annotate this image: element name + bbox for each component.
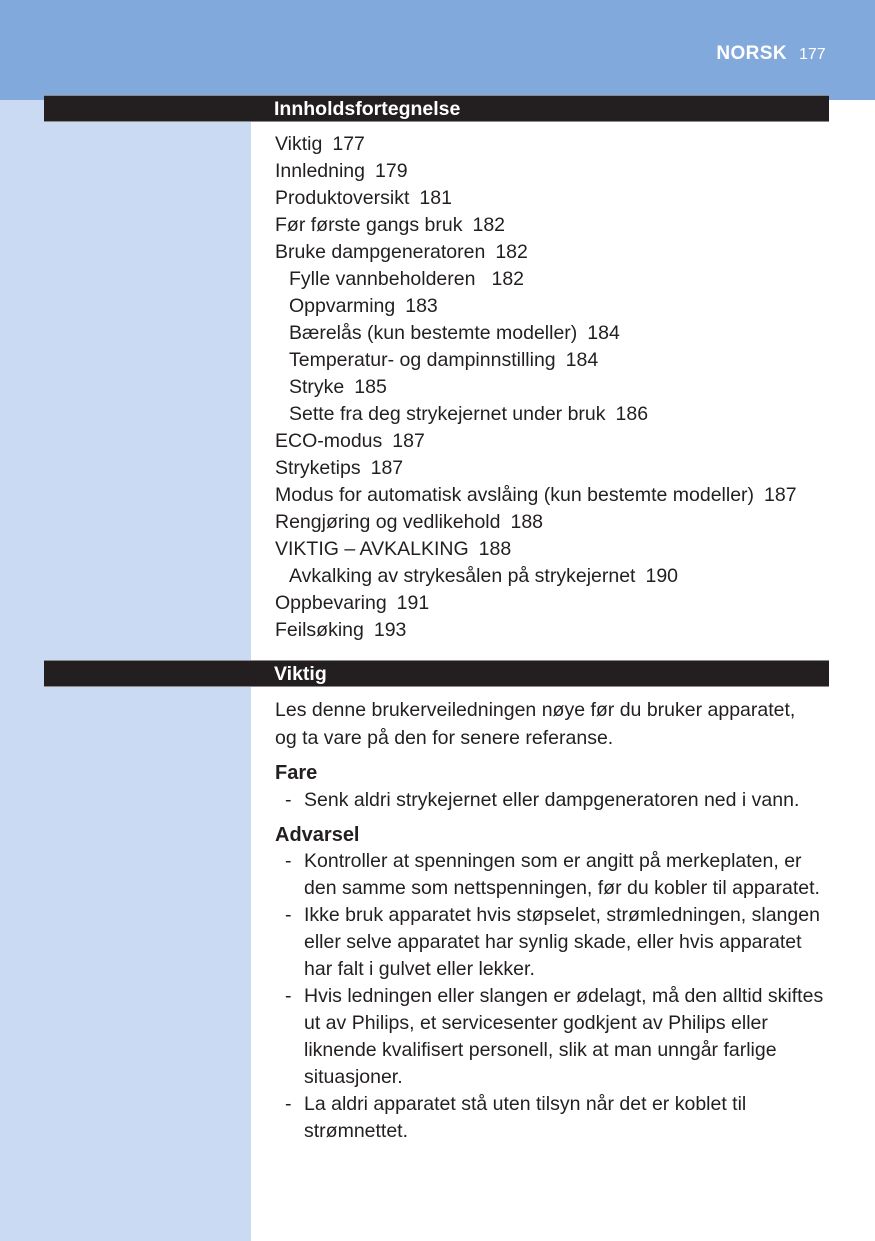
list-item-text: Senk aldri strykejernet eller dampgeneratoren ned i vann. [304, 789, 800, 811]
toc-entry-page: 190 [645, 565, 679, 587]
toc-entry[interactable] [275, 428, 835, 455]
toc-entry-label: Stryketips [275, 457, 361, 479]
toc-entry[interactable] [275, 185, 835, 212]
warning-list [275, 848, 835, 1145]
list-item [275, 902, 835, 983]
list-item-text: Ikke bruk apparatet hvis støpselet, strømledningen, slangen eller selve apparatet har synlig skade, eller hvis apparatet har falt i gulvet eller lekker. [304, 904, 820, 980]
toc-entry[interactable] [275, 212, 835, 239]
intro-paragraph [275, 696, 830, 752]
list-item-text: Kontroller at spenningen som er angitt på merkeplaten, er den samme som nettspenningen, før du kobler til apparatet. [304, 850, 820, 899]
toc-subentry[interactable] [275, 266, 835, 293]
toc-entry-page: 184 [587, 322, 620, 344]
toc-entry-page: 186 [615, 403, 649, 425]
list-item-text: La aldri apparatet stå uten tilsyn når det er koblet til strømnettet. [304, 1093, 747, 1142]
toc-entry[interactable] [275, 509, 835, 536]
toc-subentry[interactable] [275, 293, 835, 320]
toc-entry-page: 183 [405, 295, 438, 317]
toc-entry-label: Sette fra deg strykejernet under bruk [289, 403, 606, 425]
table-of-contents [275, 131, 835, 644]
dash-bullet: - [285, 1093, 292, 1115]
toc-entry-label: Feilsøking [275, 619, 364, 641]
toc-entry-page: 184 [565, 349, 599, 371]
toc-section-bar [44, 95, 829, 122]
toc-entry-page: 182 [472, 214, 506, 236]
danger-heading: Fare [275, 762, 318, 784]
intro-line: Les denne brukerveiledningen nøye før du bruker apparatet, [275, 699, 796, 721]
toc-subentry[interactable] [275, 347, 835, 374]
warning-heading: Advarsel [275, 824, 360, 846]
toc-entry[interactable] [275, 482, 835, 509]
dash-bullet: - [285, 789, 292, 811]
intro-line: og ta vare på den for senere referanse. [275, 727, 614, 749]
list-item [275, 848, 835, 902]
toc-entry-label: Bruke dampgeneratoren [275, 241, 486, 263]
toc-entry-label: VIKTIG – AVKALKING [275, 538, 469, 560]
toc-entry-page: 188 [510, 511, 544, 533]
toc-entry-label: Stryke [289, 376, 345, 398]
toc-entry-label: Viktig [275, 133, 323, 155]
toc-entry[interactable] [275, 158, 835, 185]
toc-entry[interactable] [275, 617, 835, 644]
toc-entry-page: 179 [375, 160, 408, 182]
important-section-bar [44, 660, 829, 687]
dash-bullet: - [285, 850, 292, 872]
toc-entry-label: Produktoversikt [275, 187, 410, 209]
toc-entry-page: 182 [491, 268, 525, 290]
toc-entry-label: Avkalking av strykesålen på strykejernet [289, 565, 636, 587]
toc-entry-label: Modus for automatisk avslåing (kun bestemte modeller) [275, 484, 755, 506]
toc-subentry[interactable] [275, 563, 835, 590]
toc-entry[interactable] [275, 590, 835, 617]
danger-list [275, 787, 835, 814]
toc-entry-label: Rengjøring og vedlikehold [275, 511, 501, 533]
toc-subentry[interactable] [275, 401, 835, 428]
toc-entry-label: Før første gangs bruk [275, 214, 463, 236]
toc-entry-label: Fylle vannbeholderen [289, 268, 476, 290]
toc-entry[interactable] [275, 131, 835, 158]
list-item [275, 1091, 835, 1145]
toc-subentry[interactable] [275, 320, 835, 347]
page-number: 177 [799, 46, 826, 63]
list-item [275, 787, 835, 814]
toc-entry-page: 177 [332, 133, 365, 155]
toc-entry-page: 181 [419, 187, 452, 209]
toc-entry-label: Oppvarming [289, 295, 396, 317]
toc-entry[interactable] [275, 239, 835, 266]
toc-entry-page: 182 [495, 241, 528, 263]
toc-entry-label: Temperatur- og dampinnstilling [289, 349, 556, 371]
toc-entry-page: 191 [396, 592, 430, 614]
dash-bullet: - [285, 985, 292, 1007]
list-item [275, 983, 835, 1091]
language-label: NORSK [716, 43, 787, 64]
toc-entry-page: 193 [373, 619, 407, 641]
toc-entry-label: Oppbevaring [275, 592, 387, 614]
toc-title: Innholdsfortegnelse [274, 98, 461, 120]
toc-subentry[interactable] [275, 374, 835, 401]
toc-entry-label: Bærelås (kun bestemte modeller) [289, 322, 578, 344]
toc-entry-label: ECO-modus [275, 430, 383, 452]
dash-bullet: - [285, 904, 292, 926]
toc-entry[interactable] [275, 536, 835, 563]
toc-entry-page: 187 [370, 457, 404, 479]
toc-entry-label: Innledning [275, 160, 365, 182]
important-title: Viktig [274, 663, 327, 685]
toc-entry-page: 187 [764, 484, 797, 506]
list-item-text: Hvis ledningen eller slangen er ødelagt, må den alltid skiftes ut av Philips, et servicesenter godkjent av Philips eller liknende kvalifisert personell, slik at man unngår farlige situasjoner. [304, 985, 824, 1088]
toc-entry-page: 188 [478, 538, 512, 560]
toc-entry-page: 185 [354, 376, 387, 398]
toc-entry-page: 187 [392, 430, 425, 452]
toc-entry[interactable] [275, 455, 835, 482]
